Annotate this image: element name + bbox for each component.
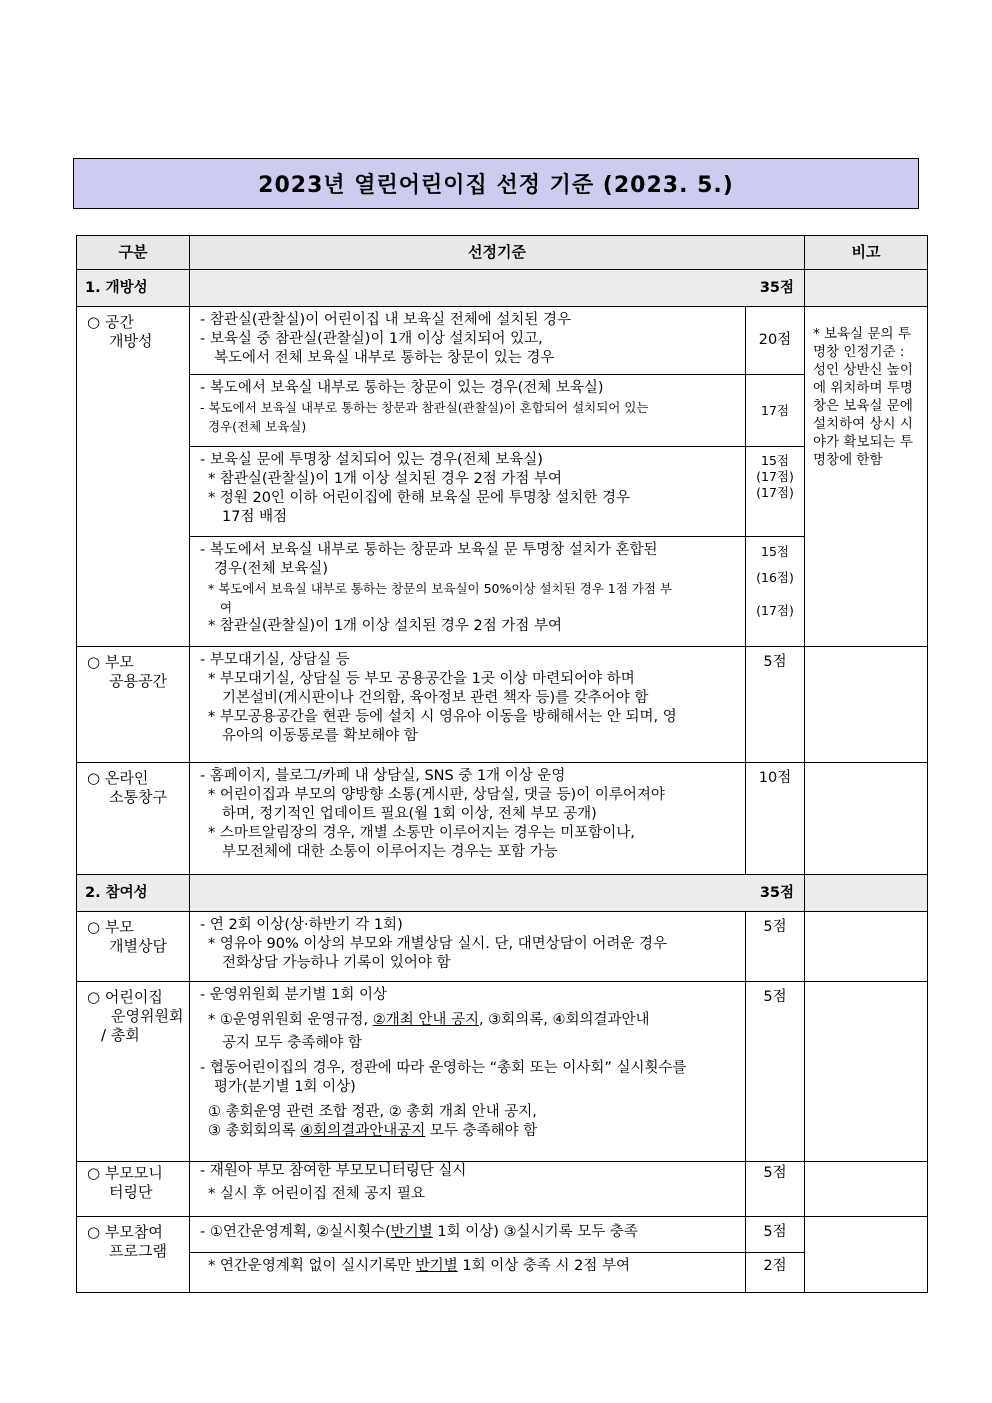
category-monitoring bbox=[77, 1162, 190, 1217]
category-line: 프로그램 bbox=[109, 1242, 167, 1260]
score-line: (17점) bbox=[756, 485, 794, 500]
category-line: 공용공간 bbox=[109, 672, 167, 690]
score-cell bbox=[746, 447, 805, 537]
category-line: / 총회 bbox=[101, 1026, 140, 1044]
category-space-openness bbox=[77, 307, 190, 647]
score-cell: 5점 bbox=[746, 647, 805, 763]
criteria-text-underlined: 반기별 bbox=[390, 1224, 433, 1240]
criteria-line: 경우(전체 보육실) bbox=[208, 419, 307, 434]
criteria-text: 모두 충족해야 함 bbox=[425, 1123, 538, 1139]
category-parent-space bbox=[77, 647, 190, 763]
table-row bbox=[77, 912, 928, 982]
criteria-cell bbox=[190, 763, 746, 875]
category-line: 개방성 bbox=[109, 332, 153, 350]
score-line: 15점 bbox=[761, 544, 789, 559]
table-row bbox=[77, 375, 928, 447]
criteria-line: * 참관실(관찰실)이 1개 이상 설치된 경우 2점 가점 부여 bbox=[208, 471, 563, 487]
criteria-text: 1회 이상 충족 시 2점 부여 bbox=[457, 1258, 630, 1274]
criteria-cell bbox=[190, 1253, 746, 1293]
criteria-text-underlined: ④회의결과안내공지 bbox=[300, 1123, 426, 1139]
score-line: (17점) bbox=[756, 603, 794, 618]
score-cell: 5점 bbox=[746, 1217, 805, 1253]
criteria-line: 복도에서 전체 보육실 내부로 통하는 창문이 있는 경우 bbox=[214, 350, 555, 366]
criteria-cell bbox=[190, 912, 746, 982]
criteria-cell bbox=[190, 307, 746, 375]
criteria-cell bbox=[190, 375, 746, 447]
criteria-line: 공지 모두 충족해야 함 bbox=[222, 1035, 362, 1051]
criteria-line: * 복도에서 보육실 내부로 통하는 창문의 보육실이 50%이상 설치된 경우 1점 가점 부 bbox=[208, 581, 672, 596]
table-row bbox=[77, 982, 928, 1162]
category-line: ○ 부모 bbox=[87, 653, 134, 671]
table-row bbox=[77, 537, 928, 647]
table-row bbox=[77, 763, 928, 875]
criteria-line bbox=[200, 1011, 737, 1030]
table-row bbox=[77, 307, 928, 375]
criteria-line: 부모전체에 대한 소통이 이루어지는 경우는 포함 가능 bbox=[222, 844, 558, 860]
score-line: 15점 bbox=[761, 453, 789, 468]
criteria-table bbox=[76, 235, 928, 1293]
score-cell: 2점 bbox=[746, 1253, 805, 1293]
category-line: 개별상담 bbox=[109, 937, 167, 955]
score-line: (17점) bbox=[756, 469, 794, 484]
remarks-cell bbox=[805, 982, 928, 1162]
criteria-line: - 참관실(관찰실)이 어린이집 내 보육실 전체에 설치된 경우 bbox=[200, 312, 571, 328]
table-row bbox=[77, 1217, 928, 1253]
remarks-cell bbox=[805, 912, 928, 982]
criteria-line: 평가(분기별 1회 이상) bbox=[214, 1079, 356, 1095]
table-row bbox=[77, 1253, 928, 1293]
criteria-line: * 참관실(관찰실)이 1개 이상 설치된 경우 2점 가점 부여 bbox=[208, 618, 563, 634]
score-line: (16점) bbox=[756, 570, 794, 585]
remarks-cell bbox=[805, 763, 928, 875]
criteria-text-underlined: 반기별 bbox=[415, 1258, 458, 1274]
score-cell: 10점 bbox=[746, 763, 805, 875]
remarks-cell bbox=[805, 1217, 928, 1293]
category-parent-counseling bbox=[77, 912, 190, 982]
criteria-line bbox=[200, 1122, 737, 1141]
criteria-line: - 보육실 문에 투명창 설치되어 있는 경우(전체 보육실) bbox=[200, 452, 543, 468]
criteria-line bbox=[200, 1257, 737, 1276]
criteria-line: ① 총회운영 관련 조합 정관, ② 총회 개최 안내 공지, bbox=[208, 1104, 537, 1120]
criteria-cell bbox=[190, 447, 746, 537]
criteria-line: 여 bbox=[220, 600, 233, 615]
remarks-cell bbox=[805, 647, 928, 763]
table-header bbox=[77, 236, 928, 270]
category-line: ○ 어린이집 bbox=[87, 988, 163, 1006]
criteria-line: * 영유아 90% 이상의 부모와 개별상담 실시. 단, 대면상담이 어려운 경우 bbox=[208, 936, 667, 952]
category-line: ○ 부모참여 bbox=[87, 1223, 163, 1241]
category-committee bbox=[77, 982, 190, 1162]
category-line: ○ 온라인 bbox=[87, 769, 149, 787]
category-participation-program bbox=[77, 1217, 190, 1293]
category-line: 소통창구 bbox=[109, 788, 167, 806]
criteria-line: * 부모공용공간을 현관 등에 설치 시 영유아 이동을 방해해서는 안 되며, 영 bbox=[208, 709, 677, 725]
score-cell bbox=[746, 537, 805, 647]
criteria-line: 경우(전체 보육실) bbox=[214, 561, 328, 577]
header-category: 구분 bbox=[77, 236, 190, 270]
page-title: 2023년 열린어린이집 선정 기준 (2023. 5.) bbox=[73, 158, 919, 209]
criteria-cell bbox=[190, 1217, 746, 1253]
criteria-line: - 복도에서 보육실 내부로 통하는 창문과 보육실 문 투명창 설치가 혼합된 bbox=[200, 542, 658, 558]
category-online bbox=[77, 763, 190, 875]
table-row bbox=[77, 447, 928, 537]
criteria-line: * 정원 20인 이하 어린이집에 한해 보육실 문에 투명창 설치한 경우 bbox=[208, 490, 630, 506]
score-cell: 5점 bbox=[746, 982, 805, 1162]
table-row bbox=[77, 647, 928, 763]
criteria-cell bbox=[190, 647, 746, 763]
section-points: 35점 bbox=[190, 270, 805, 307]
criteria-cell bbox=[190, 1162, 746, 1217]
criteria-line: * 부모대기실, 상담실 등 부모 공용공간을 1곳 이상 마련되어야 하며 bbox=[208, 671, 635, 687]
criteria-line: 전화상담 가능하나 기록이 있어야 함 bbox=[222, 955, 451, 971]
table-row bbox=[77, 1162, 928, 1217]
criteria-line: - 홈페이지, 블로그/카페 내 상담실, SNS 중 1개 이상 운영 bbox=[200, 768, 566, 784]
criteria-line: - 복도에서 보육실 내부로 통하는 창문과 참관실(관찰실)이 혼합되어 설치되어 있는 bbox=[200, 400, 649, 415]
criteria-line: 유아의 이동통로를 확보해야 함 bbox=[222, 728, 418, 744]
criteria-line: 17점 배점 bbox=[222, 509, 288, 525]
criteria-line: - 협동어린이집의 경우, 정관에 따라 운영하는 “총회 또는 이사회” 실시횟수를 bbox=[200, 1060, 687, 1076]
category-line: ○ 부모모니 bbox=[87, 1164, 163, 1182]
category-line: 운영위원회 bbox=[111, 1007, 184, 1025]
criteria-text-underlined: ②개최 안내 공지 bbox=[372, 1012, 480, 1028]
criteria-line: - 재원아 부모 참여한 부모모니터링단 실시 bbox=[200, 1163, 467, 1179]
criteria-line: - 운영위원회 분기별 1회 이상 bbox=[200, 987, 387, 1003]
score-cell: 17점 bbox=[746, 375, 805, 447]
criteria-line: 기본설비(게시판이나 건의함, 육아정보 관련 책자 등)를 갖추어야 함 bbox=[222, 690, 649, 706]
score-cell: 5점 bbox=[746, 1162, 805, 1217]
criteria-line: - 부모대기실, 상담실 등 bbox=[200, 652, 350, 668]
remarks-note: * 보육실 문의 투명창 인정기준 : 성인 상반신 높이에 위치하며 투명창은 보육실 문에 설치하여 상시 시야가 확보되는 투명창에 한함 bbox=[805, 307, 928, 647]
criteria-line: - 보육실 중 참관실(관찰실)이 1개 이상 설치되어 있고, bbox=[200, 331, 543, 347]
header-criteria: 선정기준 bbox=[190, 236, 805, 270]
criteria-line: * 어린이집과 부모의 양방향 소통(게시판, 상담실, 댓글 등)이 이루어져야 bbox=[208, 787, 665, 803]
category-line: ○ 부모 bbox=[87, 918, 134, 936]
criteria-line: - 연 2회 이상(상·하반기 각 1회) bbox=[200, 917, 403, 933]
criteria-text: * ①운영위원회 운영규정, bbox=[208, 1012, 373, 1028]
criteria-line: * 스마트알림장의 경우, 개별 소통만 이루어지는 경우는 미포함이나, bbox=[208, 825, 635, 841]
score-cell: 5점 bbox=[746, 912, 805, 982]
section-participation bbox=[77, 875, 928, 912]
criteria-line: * 실시 후 어린이집 전체 공지 필요 bbox=[208, 1186, 425, 1202]
section-points: 35점 bbox=[190, 875, 805, 912]
criteria-text: 1회 이상) ③실시기록 모두 충족 bbox=[432, 1224, 638, 1240]
section-label: 2. 참여성 bbox=[77, 875, 190, 912]
category-line: 터링단 bbox=[109, 1183, 153, 1201]
criteria-line: 하며, 정기적인 업데이트 필요(월 1회 이상, 전체 부모 공개) bbox=[222, 806, 597, 822]
criteria-text: * 연간운영계획 없이 실시기록만 bbox=[208, 1258, 416, 1274]
section-openness bbox=[77, 270, 928, 307]
criteria-text: , ③회의록, ④회의결과안내 bbox=[479, 1012, 650, 1028]
criteria-cell bbox=[190, 982, 746, 1162]
header-remarks: 비고 bbox=[805, 236, 928, 270]
criteria-text: - ①연간운영계획, ②실시횟수( bbox=[200, 1224, 391, 1240]
criteria-cell bbox=[190, 537, 746, 647]
remarks-cell bbox=[805, 1162, 928, 1217]
criteria-text: ③ 총회회의록 bbox=[208, 1123, 301, 1139]
criteria-line: - 복도에서 보육실 내부로 통하는 창문이 있는 경우(전체 보육실) bbox=[200, 380, 604, 396]
score-cell: 20점 bbox=[746, 307, 805, 375]
section-label: 1. 개방성 bbox=[77, 270, 190, 307]
category-line: ○ 공간 bbox=[87, 313, 134, 331]
criteria-line bbox=[200, 1223, 737, 1242]
